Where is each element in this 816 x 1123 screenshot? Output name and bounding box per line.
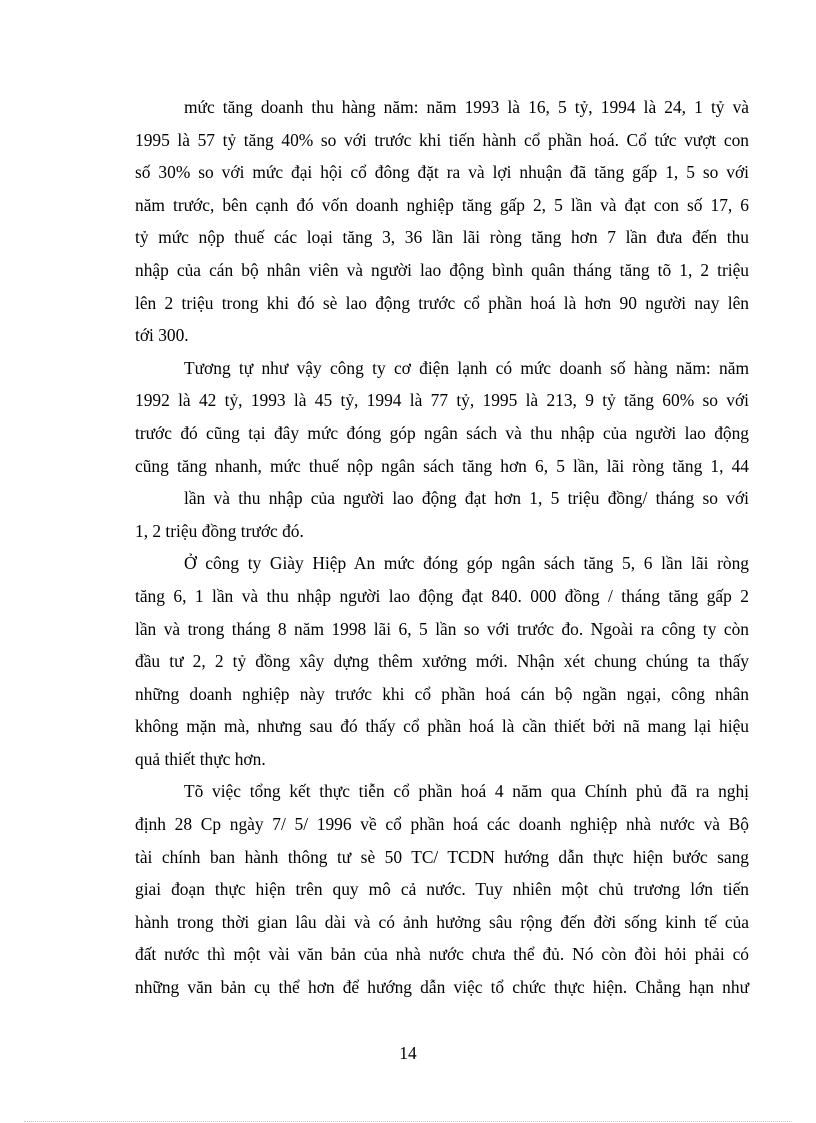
- paragraph-line: không mặn mà, nhưng sau đó thấy cổ phần hoá là cần thiết bởi nã mang lại hiệu: [135, 716, 749, 737]
- paragraph-line: những doanh nghiệp này trước khi cổ phần hoá cán bộ ngần ngại, công nhân: [135, 683, 749, 704]
- paragraph-line: tới 300.: [135, 325, 189, 346]
- paragraph-line: Tương tự như vậy công ty cơ điện lạnh có mức doanh số hàng năm: năm: [184, 357, 749, 378]
- body-text: [135, 91, 749, 1004]
- paragraph-line: quả thiết thực hơn.: [135, 748, 266, 769]
- paragraph-line: nhập của cán bộ nhân viên và người lao động bình quân tháng tăng tõ 1, 2 triệu: [135, 259, 749, 280]
- paragraph-line: mức tăng doanh thu hàng năm: năm 1993 là 16, 5 tỷ, 1994 là 24, 1 tỷ và: [184, 97, 749, 117]
- paragraph-line: những văn bản cụ thể hơn để hướng dẫn việc tổ chức thực hiện. Chẳng hạn như: [135, 977, 749, 998]
- paragraph-line: 1, 2 triệu đồng trước đó.: [135, 520, 304, 541]
- paragraph-line: tỷ mức nộp thuế các loại tăng 3, 36 lần lãi ròng tăng hơn 7 lần đưa đến thu: [135, 227, 749, 248]
- paragraph-line: đất nước thì một vài văn bản của nhà nước chưa thể đủ. Nó còn đòi hỏi phải có: [135, 944, 749, 965]
- paragraph-line: giai đoạn thực hiện trên quy mô cả nước. Tuy nhiên một chủ trương lớn tiến: [135, 879, 749, 900]
- paragraph-line: lần và trong tháng 8 năm 1998 lãi 6, 5 lần so với trước đo. Ngoài ra công ty còn: [135, 618, 749, 639]
- paragraph-line: cũng tăng nhanh, mức thuế nộp ngân sách tăng hơn 6, 5 lần, lãi ròng tăng 1, 44: [135, 455, 749, 476]
- paragraph-line: số 30% so với mức đại hội cổ đông đặt ra và lợi nhuận đã tăng gấp 1, 5 so với: [135, 162, 749, 183]
- paragraph-line: đầu tư 2, 2 tỷ đồng xây dựng thêm xưởng mới. Nhận xét chung chúng ta thấy: [135, 651, 749, 672]
- paragraph-line: 1992 là 42 tỷ, 1993 là 45 tỷ, 1994 là 77 tỷ, 1995 là 213, 9 tỷ tăng 60% so với: [135, 390, 749, 411]
- paragraph-1: [135, 91, 749, 352]
- paragraph-line: trước đó cũng tại đây mức đóng góp ngân sách và thu nhập của người lao động: [135, 422, 749, 443]
- footer-dotted-rule: [24, 1121, 792, 1122]
- paragraph-line: định 28 Cp ngày 7/ 5/ 1996 về cổ phần hoá các doanh nghiệp nhà nước và Bộ: [135, 814, 749, 835]
- paragraph-line: hành trong thời gian lâu dài và có ảnh hưởng sâu rộng đến đời sống kinh tế của: [135, 911, 749, 932]
- paragraph-2: [135, 352, 749, 548]
- paragraph-3: [135, 547, 749, 775]
- paragraph-4: [135, 775, 749, 1003]
- paragraph-line: Ở công ty Giày Hiệp An mức đóng góp ngân sách tăng 5, 6 lần lãi ròng: [184, 553, 749, 574]
- paragraph-line: năm trước, bên cạnh đó vốn doanh nghiệp tăng gấp 2, 5 lần và đạt con số 17, 6: [135, 194, 749, 215]
- paragraph-line: 1995 là 57 tỷ tăng 40% so với trước khi tiến hành cổ phần hoá. Cổ tức vượt con: [135, 129, 749, 150]
- paragraph-line: Tõ việc tổng kết thực tiễn cổ phần hoá 4 năm qua Chính phủ đã ra nghị: [184, 781, 749, 802]
- paragraph-line: tăng 6, 1 lần và thu nhập người lao động đạt 840. 000 đồng / tháng tăng gấp 2: [135, 585, 749, 606]
- paragraph-line: lần và thu nhập của người lao động đạt hơn 1, 5 triệu đồng/ tháng so với: [184, 488, 749, 509]
- paragraph-line: tài chính ban hành thông tư sè 50 TC/ TCDN hướng dẫn thực hiện bước sang: [135, 846, 749, 867]
- paragraph-line: lên 2 triệu trong khi đó sè lao động trước cổ phần hoá là hơn 90 người nay lên: [135, 292, 749, 313]
- page-number: 14: [399, 1043, 417, 1063]
